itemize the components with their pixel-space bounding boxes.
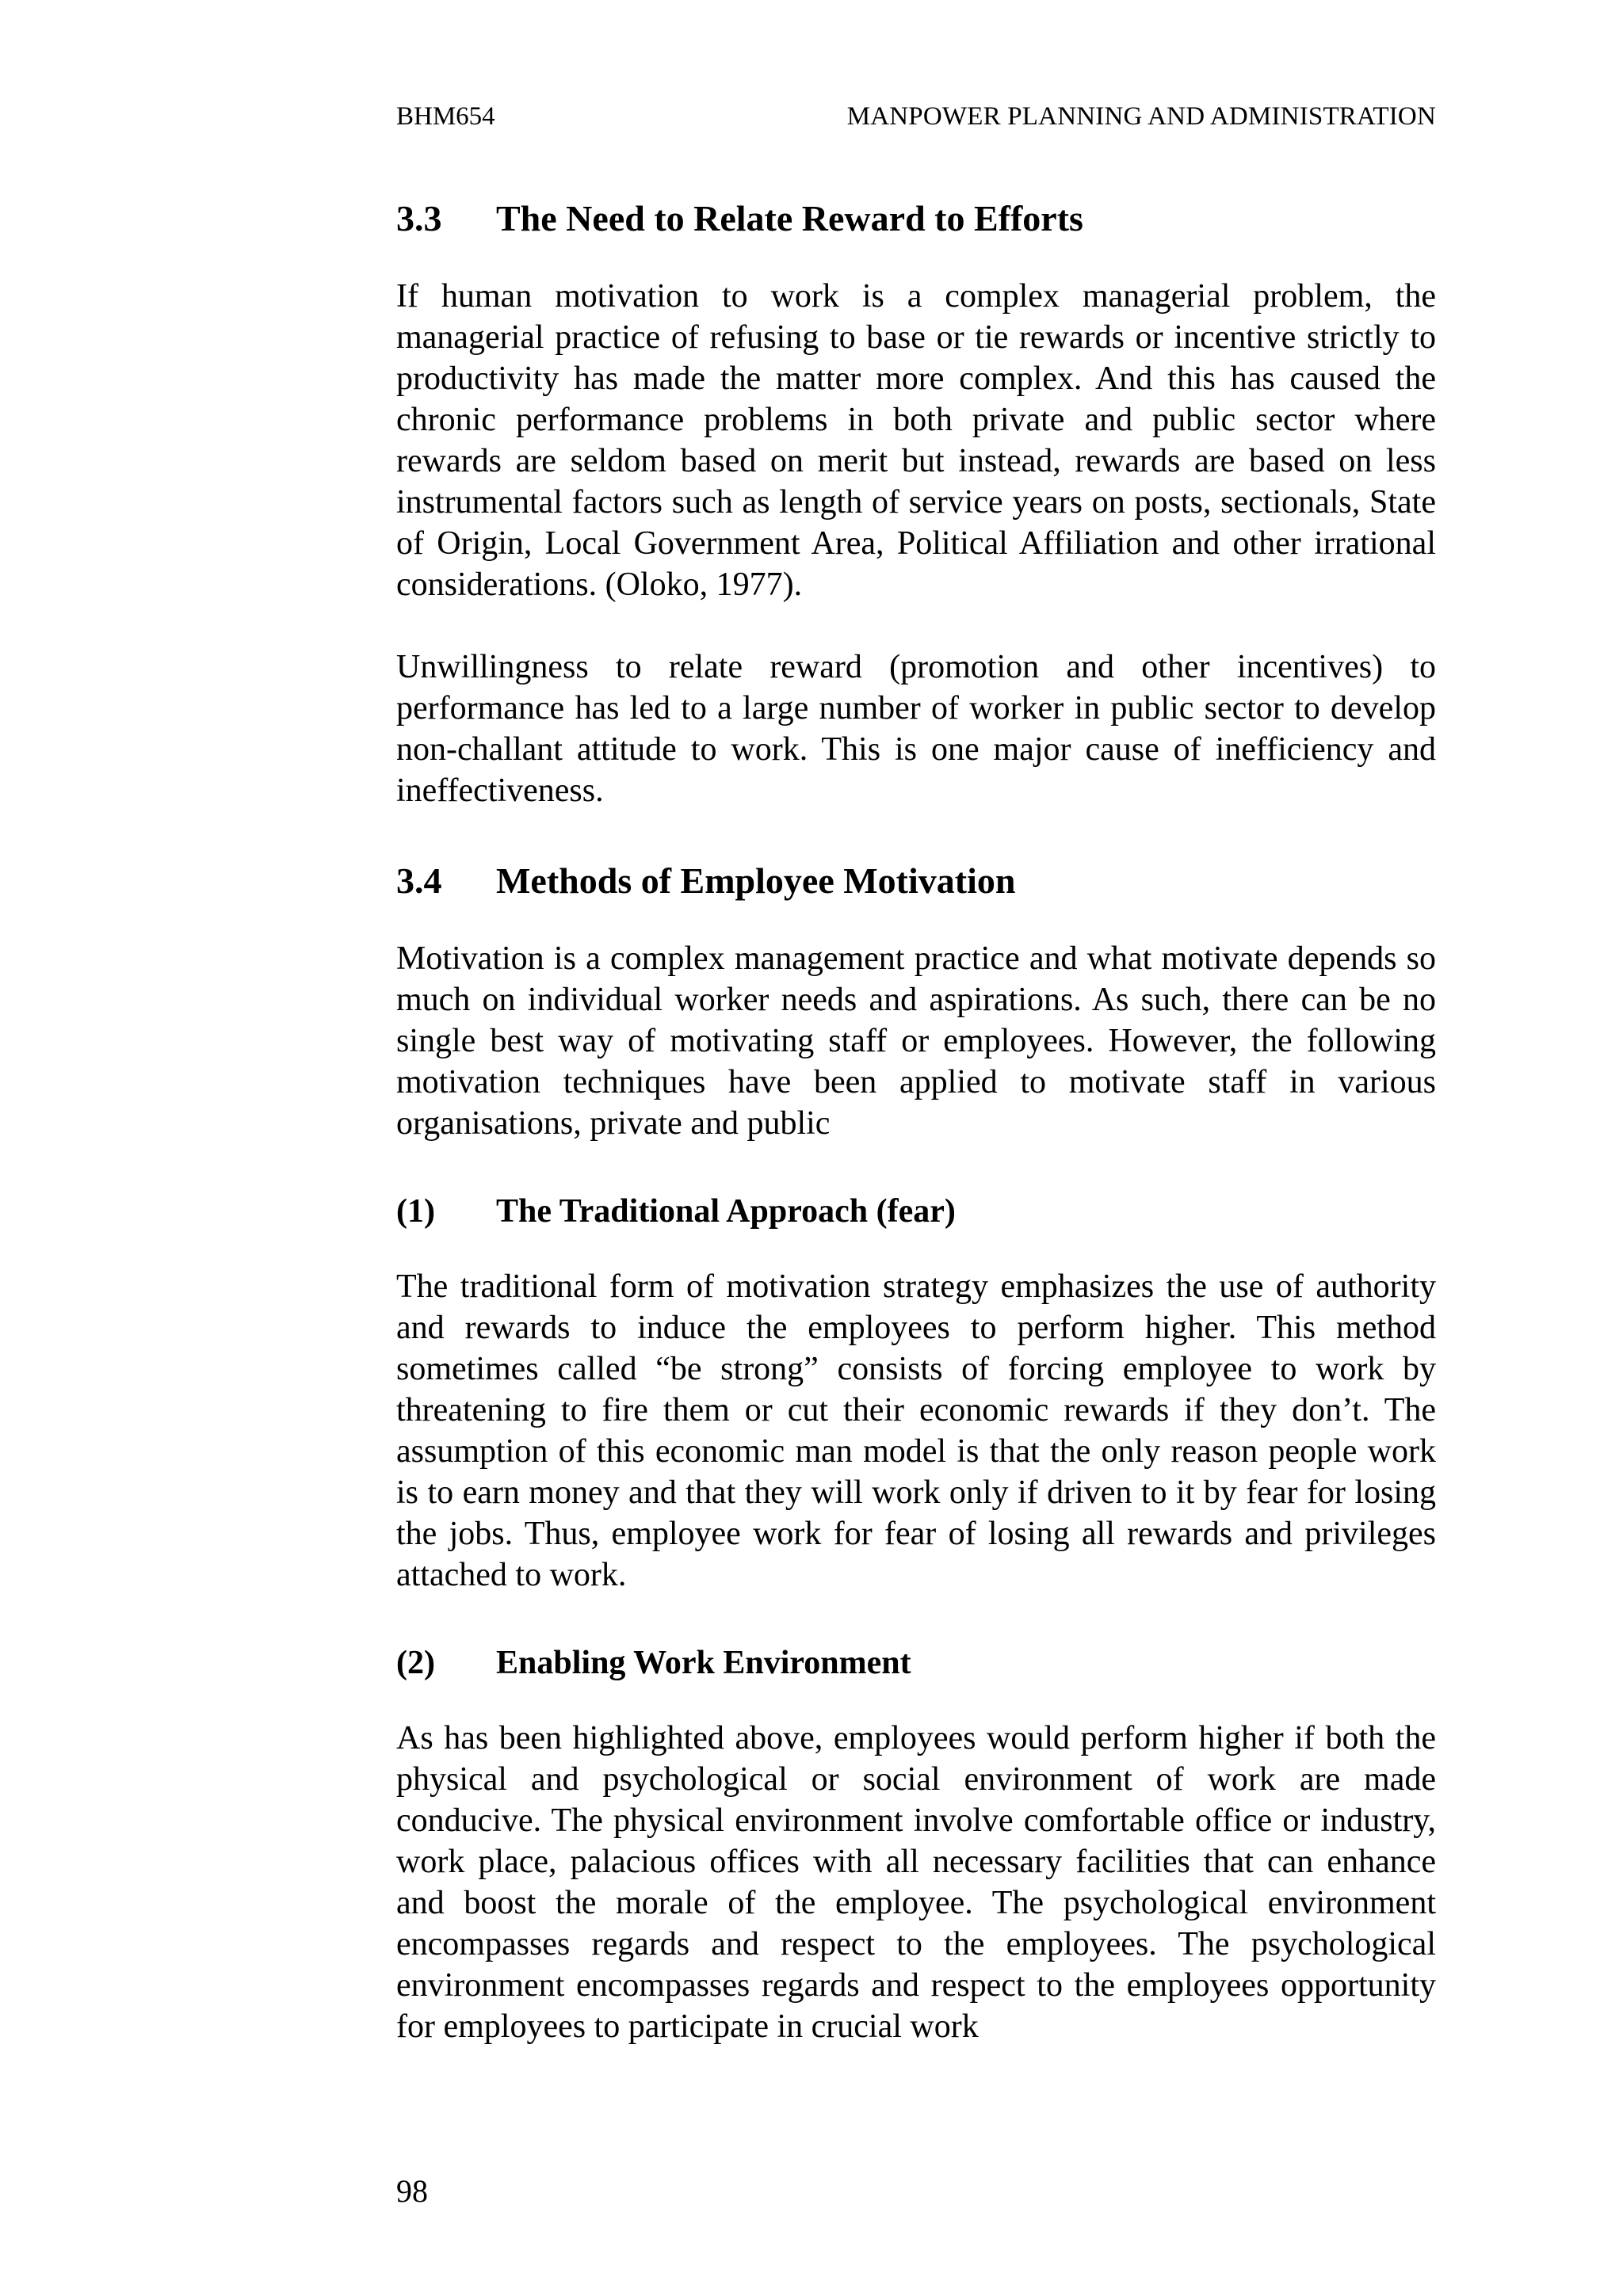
section-title: The Need to Relate Reward to Efforts: [496, 198, 1083, 238]
paragraph: As has been highlighted above, employees would perform higher if both the physical and psychological or social environment of work are made conducive. The physical environment involve comfortable office or industry, work place, palacious offices with all necessary facilities that can enhance and boost the morale of the employee. The psychological environment encompasses regards and respect to the employees. The psychological environment encompasses regards and respect to the employees opportunity for employees to participate in crucial work: [396, 1720, 1436, 2045]
course-title: MANPOWER PLANNING AND ADMINISTRATION: [846, 102, 1436, 131]
subsection-number: (1): [396, 1193, 435, 1230]
section-number: 3.4: [396, 860, 442, 901]
subsection-heading-2: [396, 1637, 1436, 1689]
running-header: [396, 97, 1436, 136]
paragraph: Motivation is a complex management practice and what motivate depends so much on individual worker needs and aspirations. As such, there can be no single best way of motivating staff or employees. However, the following motivation techniques have been applied to motivate staff in various organisations, private and public: [396, 940, 1436, 1142]
subsection-title: The Traditional Approach (fear): [496, 1193, 956, 1230]
section-number: 3.3: [396, 198, 442, 238]
paragraph: Unwillingness to relate reward (promotion and other incentives) to performance has led to a large number of worker in public sector to develop non-challant attitude to work. This is one major cause of inefficiency and ineffectiveness.: [396, 649, 1436, 809]
subsection-title: Enabling Work Environment: [496, 1645, 911, 1681]
section-title: Methods of Employee Motivation: [496, 860, 1016, 901]
subsection-number: (2): [396, 1645, 435, 1681]
page-content: [396, 190, 1436, 2047]
section-heading-3-4: [396, 852, 1436, 910]
paragraph: If human motivation to work is a complex managerial problem, the managerial practice of refusing to base or tie rewards or incentive strictly to productivity has made the matter more complex. And this has caused the chronic performance problems in both private and public sector where rewards are seldom based on merit but instead, rewards are based on less instrumental factors such as length of service years on posts, sectionals, State of Origin, Local Government Area, Political Affiliation and other irrational considerations. (Oloko, 1977).: [396, 278, 1436, 603]
subsection-heading-1: [396, 1185, 1436, 1238]
section-heading-3-3: [396, 190, 1436, 247]
course-code: BHM654: [396, 102, 495, 131]
paragraph: The traditional form of motivation strategy emphasizes the use of authority and rewards to induce the employees to perform higher. This method sometimes called “be strong” consists of forcing employee to work by threatening to fire them or cut their economic rewards if they don’t. The assumption of this economic man model is that the only reason people work is to earn money and that they will work only if driven to it by fear for losing the jobs. Thus, employee work for fear of losing all rewards and privileges attached to work.: [396, 1268, 1436, 1593]
page-number: 98: [396, 2173, 428, 2209]
